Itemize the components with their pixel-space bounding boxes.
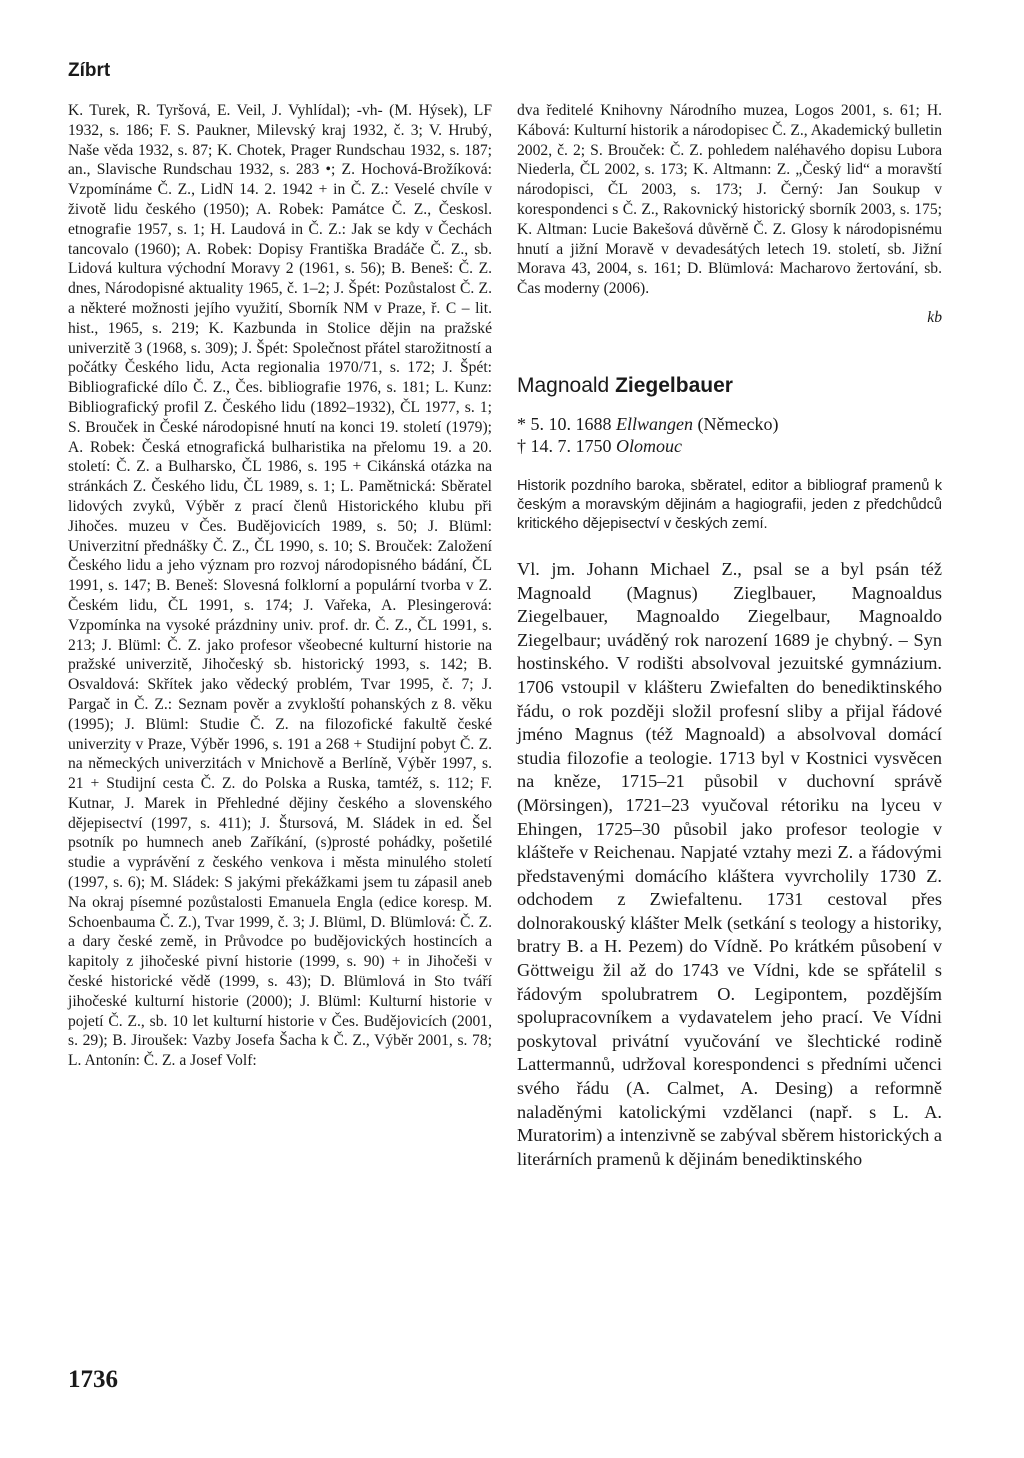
running-head: Zíbrt <box>68 60 111 81</box>
entry-body: Vl. jm. Johann Michael Z., psal se a byl psán též Magnoald (Magnus) Zieglbauer, Magnoaldus Ziegelbauer, Magnoaldo Ziegelbaur, Magnoaldo Ziegelbaur; uváděný rok narození 1689 je chybný. – Syn hostinského. V rodišti absolvoval jezuitské gymnázium. 1706 vstoupil v klášteru Zwiefalten do benediktinského řádu, o rok později složil profesní sliby a přijal řádové jméno Magnus (též Magnoald) a absolvoval domácí studia filozofie a teologie. 1713 byl v Kostnici vysvěcen na kněze, 1715–21 působil v duchovní správě (Mörsingen), 1721–23 vyučoval rétoriku na lyceu v Ehingen, 1725–30 působil jako profesor teologie v klášteře v Reichenau. Napjaté vztahy mezi Z. a řádovými představenými domácího kláštera vyvrcholily 1730 Z. odchodem z Zwiefaltenu. 1731 cestoval přes dolnorakouský klášter Melk (setkání s teology a historiky, bratry B. a H. Pezem) do Vídně. Po krátkém působení v Göttweigu žil až do 1743 ve Vídni, kde se spřátelil s řádovým spolubratrem O. Legipontem, pozdějším spolupracovníkem a vydavatelem jeho prací. Ve Vídni poskytoval privátní vyučování ve šlechtické rodině Lattermannů, udržoval korespondenci s předními učenci svého řádu (A. Calmet, A. Desing) a reformně naladěnými katolickými vzdělanci (např. s L. A. Muratorim) a intenzivně se zabýval sběrem historických a literárních pramenů k dějinám benediktinského <box>517 558 942 1169</box>
birth-line <box>517 413 942 435</box>
right-column <box>517 101 942 1171</box>
left-column <box>68 101 492 1071</box>
author-initials: kb <box>927 308 942 326</box>
birth-place: Ellwangen <box>616 413 693 434</box>
death-place: Olomouc <box>616 435 682 456</box>
birth-date: * 5. 10. 1688 <box>517 413 612 434</box>
life-dates <box>517 413 942 457</box>
entry-surname: Ziegelbauer <box>615 373 733 397</box>
entry-given-name: Magnoald <box>517 373 610 397</box>
entry-abstract: Historik pozdního baroka, sběratel, editor a bibliograf pramenů k českým a moravským dějinám a hagiografii, jeden z předchůdců kritického dějepisectví v českých zemí. <box>517 477 942 532</box>
bibliography-text: K. Turek, R. Tyršová, E. Veil, J. Vyhlídal); -vh- (M. Hýsek), LF 1932, s. 186; F. S. Paukner, Milevský kraj 1932, č. 3; V. Hrubý, Naše věda 1932, s. 87; K. Chotek, Prager Rundschau 1932, s. 187; an., Slavische Rundschau 1932, s. 283 •; Z. Hochová-Brožíková: Vzpomínáme Č. Z., LidN 14. 2. 1942 + in Č. Z.: Veselé chvíle v životě lidu českého (1950); A. Robek: Památce Č. Z., Českosl. etnografie 1957, s. 1; H. Laudová in Č. Z.: Jak se kdy v Čechách tancovalo (1960); A. Robek: Dopisy Františka Bradáče Č. Z., sb. Lidová kultura východní Moravy 2 (1961, s. 56); B. Beneš: Č. Z. dnes, Národopisné aktuality 1965, č. 1–2; J. Špét: Pozůstalost Č. Z. a některé možnosti jejího využití, Sborník NM v Praze, ř. C – lit. hist., 1965, s. 219; K. Kazbunda in Stolice dějin na pražské univerzitě 3 (1968, s. 309); J. Špét: Společnost přátel starožitností a počátky Českého lidu, Acta regionalia 1970/71, s. 172; J. Špét: Bibliografické dílo Č. Z., Čes. bibliografie 1976, s. 181; L. Kunz: Bibliografický profil Z. Českého lidu (1892–1932), ČL 1977, s. 1; S. Brouček in České národopisné hnutí na konci 19. století (1979); A. Robek: Česká etnografická bulharistika na přelomu 19. a 20. století: Č. Z. a Bulharsko, ČL 1986, s. 195 + Cikánská otázka na stránkách Z. Českého lidu, ČL 1989, s. 1; L. Pamětnická: Sběratel lidových zvyků, Výběr z prací členů Historického klubu při Jihočes. muzeu v Čes. Budějovicích 1989, s. 50; J. Blüml: Univerzitní přednášky Č. Z., ČL 1990, s. 10; S. Brouček: Založení Českého lidu a jeho význam pro rozvoj národopisného bádání, ČL 1991, s. 147; B. Beneš: Slovesná folklorní a populární tvorba v Z. Českém lidu, ČL 1991, s. 174; J. Vařeka, A. Plesingerová: Vzpomínka na vysoké prázdniny univ. prof. dr. Č. Z., ČL 1991, s. 213; J. Blüml: Č. Z. jako profesor všeobecné kulturní historie na pražské univerzitě, Jihočeský sb. historický 1993, s. 142; B. Osvaldová: Skřítek jako vědecký problém, Tvar 1995, č. 7; J. Pargač in Č. Z.: Seznam pověr a zvykloští pohanských z 8. věku (1995); J. Blüml: Studie Č. Z. na filozofické fakultě české univerzity v Praze, Výběr 1996, s. 191 a 268 + Studijní pobyt Č. Z. na německých univerzitách v Mnichově a Berlíně, Výběr 1997, s. 21 + Studijní cesta Č. Z. do Polska a Ruska, tamtéž, s. 112; F. Kutnar, J. Marek in Přehledné dějiny českého a slovenského dějepisectví (1997, s. 411); J. Štursová, M. Sládek in ed. Šel psotník po humnech aneb Zaříkání, (s)prosté pohádky, pošetilé studie a vyprávění z českého venkova i města minulého století (1997, s. 6); M. Sládek: S jakými překážkami jsem tu zápasil aneb Na okraj písemné pozůstalosti Emanuela Engla (edice koresp. M. Schoenbauma Č. Z.), Tvar 1999, č. 3; J. Blüml, D. Blümlová: Č. Z. a dary české země, in Průvodce po budějovických hostincích a kapitoly z jihočeské pivní historie (1999, s. 90) + in Jihočeši v české historické vědě (1999, s. 43); D. Blümlová in Sto tváří jihočeské kulturní historie (2000); J. Blüml: Kulturní historie v pojetí Č. Z., sb. 10 let kulturní historie v Čes. Budějovicích (2001, s. 29); B. Jiroušek: Vazby Josefa Šacha k Č. Z., Výběr 2001, s. 78; L. Antonín: Č. Z. a Josef Volf: <box>68 102 492 1070</box>
birth-country: (Německo) <box>697 413 779 434</box>
page-number: 1736 <box>68 1366 118 1393</box>
death-line <box>517 435 942 457</box>
bibliography-continuation: dva ředitelé Knihovny Národního muzea, Logos 2001, s. 61; H. Kábová: Kulturní historik a národopisec Č. Z., Akademický bulletin 2002, č. 2; S. Brouček: Č. Z. pohledem naléhavého dopisu Lubora Niederla, ČL 2002, s. 173; K. Altmann: Z. „Český lid“ a moravští národopisci, ČL 2003, s. 173; J. Černý: Jan Soukup v korespondenci s Č. Z., Rakovnický historický sborník 2003, s. 175; K. Altman: Lucie Bakešová důvěrně Č. Z. Glosy k národopisnému hnutí a jižní Moravě v devadesátých letech 19. století, sb. Jižní Morava 43, 2004, s. 161; D. Blümlová: Macharovo žertování, sb. Čas moderny (2006). <box>517 102 942 298</box>
death-date: † 14. 7. 1750 <box>517 435 612 456</box>
entry-heading <box>517 373 942 399</box>
